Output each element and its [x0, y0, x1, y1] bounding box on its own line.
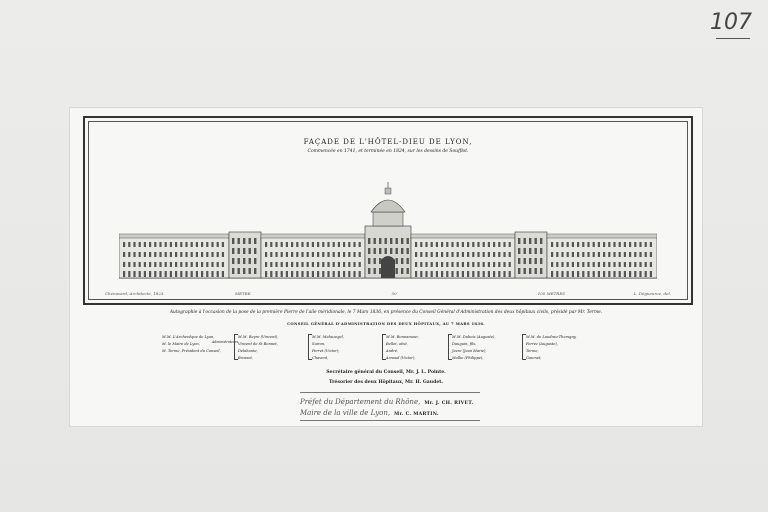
maire-name: Mr. C. MARTIN.: [394, 412, 439, 417]
separator: [300, 392, 480, 393]
member-name: Chavent,: [312, 356, 329, 360]
secretary-line: Secrétaire général du Conseil, Mr. J. L. Pointe.: [326, 370, 446, 375]
facade-drawing: [119, 182, 657, 282]
brace: [382, 334, 386, 360]
prefet-label: Préfet du Département du Rhône,: [300, 398, 421, 406]
engraving-plate: [70, 108, 702, 426]
member-name: M. Terme, Président du Conseil,: [162, 349, 221, 353]
member-name: M.M. Reyre (Vincent),: [238, 335, 279, 339]
administrators-label: Administrateurs: [212, 340, 239, 344]
brace: [308, 334, 312, 360]
member-name: M.M. Bonnamour,: [386, 335, 419, 339]
scale-bar: [235, 291, 565, 296]
council-heading: CONSEIL GÉNÉRAL D'ADMINISTRATION DES DEUX HÔPITAUX, AU 7 MARS 1836.: [287, 321, 485, 326]
member-name: Arnaud (Victor),: [386, 356, 416, 360]
scale-mark: METRE: [235, 291, 251, 296]
scale-mark: 50: [391, 291, 397, 296]
prefet-name: Mr. J. CH. RIVET.: [424, 401, 474, 406]
folio-number: 107: [710, 10, 752, 35]
member-name: Mollie (Philippe),: [452, 356, 484, 360]
member-name: M.M. L'Archevêque de Lyon,: [162, 335, 215, 339]
member-name: Perret (Victor),: [312, 349, 340, 353]
council-members: [162, 334, 632, 374]
member-name: Brosset,: [238, 356, 253, 360]
plate-subtitle: Commencée en 1741, et terminée en 1824, sur les dessins de Soufflot.: [307, 149, 469, 154]
brace: [448, 334, 452, 360]
member-name: André,: [386, 349, 399, 353]
member-name: Terme,: [526, 349, 539, 353]
draughtsman-caption: L. Dégueurce, del.: [633, 291, 671, 296]
member-column: [452, 334, 495, 362]
member-name: Bellet, aîné,: [386, 342, 408, 346]
member-name: M. le Maire de Lyon,: [162, 342, 200, 346]
plate-title: FAÇADE DE L'HÔTEL-DIEU DE LYON,: [303, 138, 473, 146]
member-name: M.M. Dubois (Auguste),: [452, 335, 496, 339]
brace: [522, 334, 526, 360]
member-name: Vincent de St Bonnet,: [238, 342, 278, 346]
scale-mark: 100 METRES: [537, 291, 565, 296]
member-name: M.M. de Laudrau-Thersgny,: [526, 335, 577, 339]
member-name: Delahante,: [238, 349, 258, 353]
prefet-line: [300, 398, 473, 406]
member-name: M.M. Mahuzegel,: [312, 335, 344, 339]
member-column: [526, 334, 576, 362]
member-column: [238, 334, 278, 362]
member-column: [386, 334, 419, 362]
member-name: Suiron,: [312, 342, 326, 346]
plate-frame: [83, 116, 693, 305]
treasurer-line: Trésorier des deux Hôpitaux, Mr. H. Gaudet.: [329, 380, 443, 385]
member-name: Gaumet,: [526, 356, 542, 360]
architect-caption: Chenavard, Architecte, 1823.: [105, 291, 165, 296]
member-name: Dauguin, fils,: [452, 342, 477, 346]
member-column: [162, 334, 221, 355]
maire-line: [300, 409, 439, 417]
maire-label: Maire de la ville de Lyon,: [300, 409, 391, 417]
brace: [234, 334, 238, 360]
separator: [300, 420, 480, 421]
dedication-text: Autographie à l'occasion de la pose de la première Pierre de l'aile méridionale, le 7 Mars 1836, en présence du Conseil Général d'Administration des deux hôpitaux civils, présidé par Mr. Terme.: [169, 310, 603, 315]
folio-underline: [716, 38, 750, 39]
member-name: Ferrez (Auguste),: [526, 342, 558, 346]
member-column: [312, 334, 344, 362]
member-name: Javre (Jean Marie),: [452, 349, 487, 353]
